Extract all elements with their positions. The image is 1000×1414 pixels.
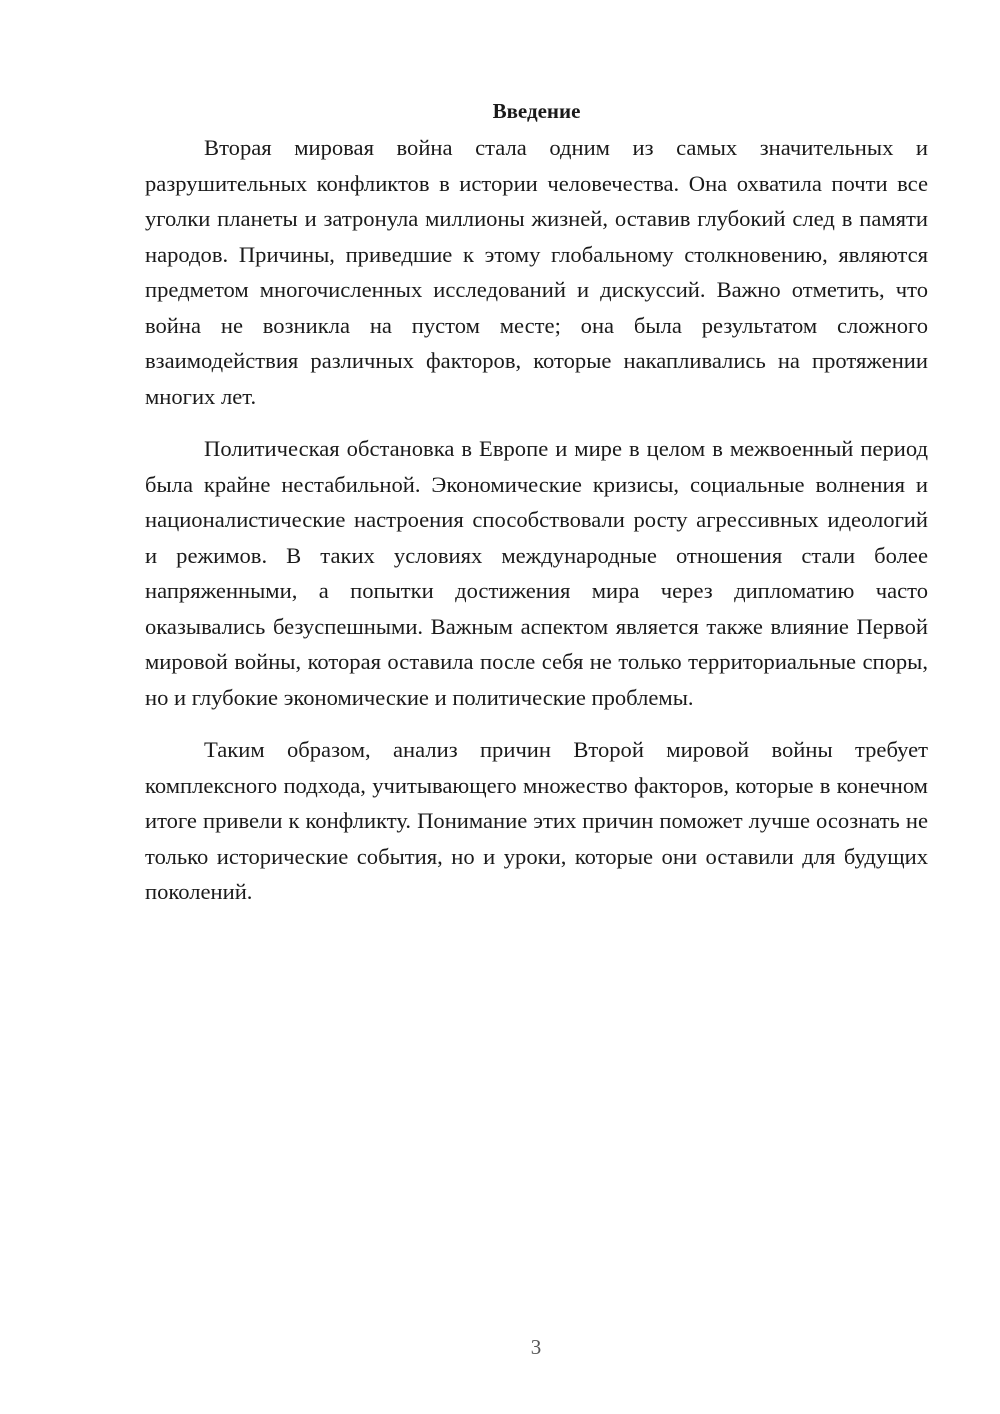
paragraph-2: Политическая обстановка в Европе и мире в целом в межвоенный период была крайне нестабильной. Экономические кризисы, социальные волнения и националистические настроения способствовали росту агрессивных идеологий и режимов. В таких условиях международные отношения стали более напряженными, а попытки достижения мира через дипломатию часто оказывались безуспешными. Важным аспектом является также влияние Первой мировой войны, которая оставила после себя не только территориальные споры, но и глубокие экономические и политические проблемы.	[145, 436, 928, 710]
paragraph-3: Таким образом, анализ причин Второй мировой войны требует комплексного подхода, учитывающего множество факторов, которые в конечном итоге привели к конфликту. Понимание этих причин поможет лучше осознать не только исторические события, но и уроки, которые они оставили для будущих поколений.	[145, 737, 928, 904]
section-title: Введение	[492, 99, 581, 123]
page-number: 3	[530, 1335, 542, 1359]
page-content	[145, 96, 928, 927]
paragraph-1: Вторая мировая война стала одним из самых значительных и разрушительных конфликтов в истории человечества. Она охватила почти все уголки планеты и затронула миллионы жизней, оставив глубокий след в памяти народов. Причины, приведшие к этому глобальному столкновению, являются предметом многочисленных исследований и дискуссий. Важно отметить, что война не возникла на пустом месте; она была результатом сложного взаимодействия различных факторов, которые накапливались на протяжении многих лет.	[145, 135, 928, 409]
